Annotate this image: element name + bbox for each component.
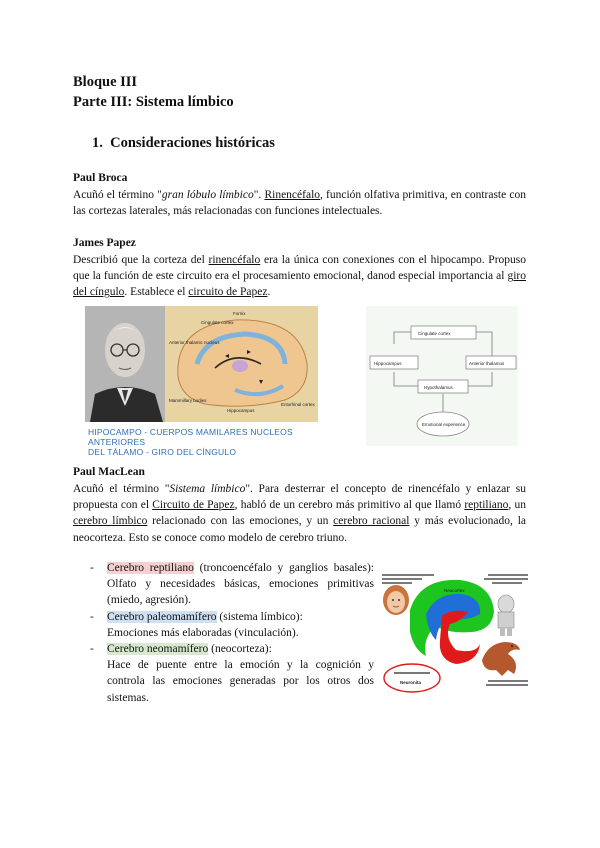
broca-text-1: Acuñó el término " <box>73 189 162 201</box>
author-broca: Paul Broca <box>73 172 128 184</box>
caption-line-1: HIPOCAMPO - CUERPOS MAMILARES NUCLEOS ANTERIORES <box>88 427 293 447</box>
broca-text-2: ". <box>253 189 265 201</box>
item3-line2: Hace de puente entre la emoción y la cognición y controla las emociones generadas por los otros dos sistemas. <box>107 659 374 704</box>
list-item-neomamifero <box>90 641 374 706</box>
caption-line-2: DEL TÁLAMO - GIRO DEL CÍNGULO <box>88 447 237 457</box>
broca-term: gran lóbulo límbico <box>161 189 254 201</box>
papez-giro: giro del cíngulo <box>73 270 526 299</box>
papez-caption <box>88 427 338 457</box>
highlight-neomamifero: Cerebro neomamífero <box>107 643 209 656</box>
author-maclean: Paul MacLean <box>73 466 145 478</box>
highlight-paleomamifero: Cerebro paleomamífero <box>107 610 217 623</box>
papez-circuito: circuito de Papez <box>188 286 268 299</box>
maclean-text-1: Acuñó el término " <box>73 483 170 495</box>
maclean-text-4: , un <box>508 499 526 512</box>
list-bullet: - <box>90 562 94 574</box>
text-hippocampus: Hippocampus <box>374 361 402 366</box>
text-cingulate: Cingulate cortex <box>418 331 451 336</box>
maclean-text-3: , habló de un cerebro más primitivo al que llamó <box>234 499 465 512</box>
broca-paragraph <box>73 187 526 219</box>
author-papez: James Papez <box>73 237 136 249</box>
label-hippocampus: Hippocampus <box>227 408 255 413</box>
maclean-text-2: ". Para desterrar el concepto de rinencéfalo y enlazar su propuesta con el <box>73 483 526 512</box>
neuronita-oval <box>384 664 440 692</box>
list-bullet: - <box>90 643 94 656</box>
label-entorhinal: Entorhinal cortex <box>281 402 315 407</box>
oval-text-line <box>394 672 430 674</box>
papez-text-4: . <box>267 286 271 299</box>
triune-list <box>90 560 374 706</box>
list-bullet: - <box>90 610 94 623</box>
thalamus <box>232 360 248 372</box>
triune-brain-svg <box>380 570 532 698</box>
portrait-photo <box>85 306 165 422</box>
item3-text: (neocorteza): <box>208 643 272 656</box>
human-portrait <box>383 585 409 615</box>
list-item-paleomamifero <box>90 609 374 641</box>
maclean-circuito: Circuito de Papez <box>152 499 235 512</box>
label-neuronita: Neuronita <box>400 680 422 685</box>
text-hypothalamus: Hypothalamus <box>424 385 453 390</box>
papez-paragraph <box>73 252 526 301</box>
maclean-limbico: cerebro límbico <box>73 515 148 528</box>
papez-rinencefalo: rinencéfalo <box>208 254 261 266</box>
papez-circuit-svg <box>366 306 518 446</box>
item2-text: (sistema límbico): <box>216 610 303 623</box>
maclean-racional: cerebro racional <box>333 515 410 528</box>
label-fornix: Fornix <box>233 311 246 316</box>
label-mammillary: Mammillary bodies <box>169 398 207 403</box>
highlight-reptiliano: Cerebro reptiliano <box>107 562 194 574</box>
maclean-term: Sistema límbico <box>169 483 246 495</box>
item2-line2: Emociones más elaboradas (vinculación). <box>107 626 299 639</box>
maclean-text-5: relacionado con las emociones, y un <box>147 515 334 528</box>
section-title: Consideraciones históricas <box>110 135 275 151</box>
bloque-title: Bloque III <box>73 74 138 90</box>
broca-text-3: , función olfativa primitiva, en contraste con las cortezas laterales, más relacionadas con funciones intelectuales. <box>73 189 526 218</box>
papez-text-1: Describió que la corteza del <box>73 254 209 266</box>
section-number: 1. <box>92 135 103 151</box>
maclean-text-6: y más evolucionado, la neocorteza. Esto se conoce como modelo de cerebro triuno. <box>73 515 526 544</box>
label-anterior: Anterior thalamic nucleus <box>169 340 220 345</box>
papez-circuit-diagram <box>366 306 518 446</box>
triune-brain-figure <box>380 570 532 698</box>
papez-text-2: era la única con conexiones con el hipocampo. Propuso que la función de este circuito era el procesamiento emocional, danod especial importancia al <box>73 254 527 283</box>
list-item-reptiliano <box>90 560 374 609</box>
section-heading <box>92 135 275 152</box>
maclean-paragraph <box>73 481 526 546</box>
papez-text-3: . Establece el <box>124 286 189 299</box>
broca-rinencefalo: Rinencéfalo <box>264 189 321 201</box>
text-anterior: Anterior thalamus <box>469 361 505 366</box>
maclean-reptiliano: reptiliano <box>464 499 509 512</box>
papez-figure <box>85 306 318 422</box>
text-experience: Emotional experience <box>422 422 466 427</box>
label-neocortex: Neocortex <box>444 588 465 593</box>
parte-title: Parte III: Sistema límbico <box>73 94 234 110</box>
papez-figure-svg <box>85 306 318 422</box>
label-cingulate: Cingulate cortex <box>201 320 234 325</box>
item1-text: (troncoencéfalo y ganglios basales): Olfato y necesidades básicas, emociones primitivas (miedo, agresión). <box>107 562 375 607</box>
